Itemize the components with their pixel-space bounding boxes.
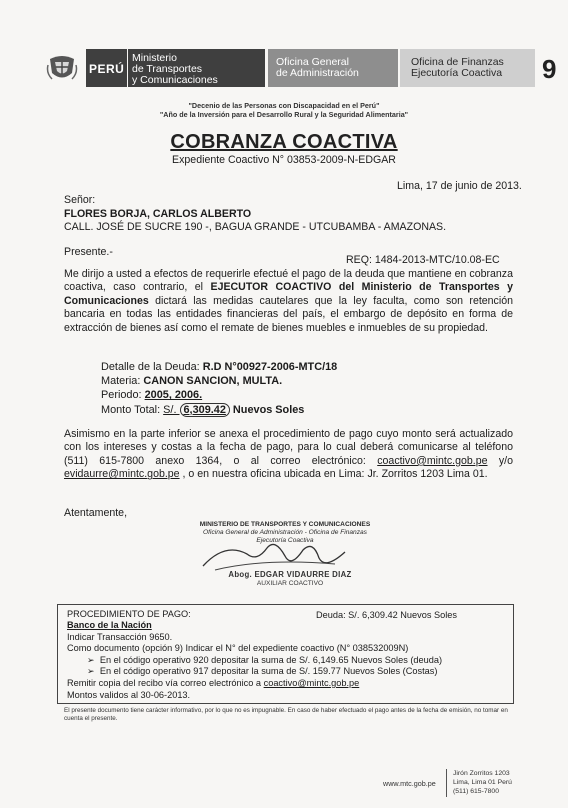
procedure-title: PROCEDIMIENTO DE PAGO: <box>67 609 191 619</box>
email-evidaurre-link[interactable]: evidaurre@mintc.gob.pe <box>64 468 180 481</box>
req-number: REQ: 1484-2013-MTC/10.08-EC <box>346 254 500 266</box>
email-coactivo-link[interactable]: coactivo@mintc.gob.pe <box>377 454 488 467</box>
decenio-slogan: "Decenio de las Personas con Discapacidad en el Perú" <box>188 101 380 110</box>
body2-part2: , o en nuestra oficina ubicada en Lima: Jr. Zorritos 1203 Lima 01. <box>179 468 488 481</box>
recipient-block <box>64 194 446 235</box>
procedure-line-4: Montos validos al 30-06-2013. <box>67 689 191 700</box>
ministry-line-3: y Comunicaciones <box>132 74 218 86</box>
stamp-line-2: Oficina General de Administración - Oficina de Finanzas <box>203 529 367 536</box>
body2-mid: y/o <box>487 454 513 467</box>
detail-monto-value: 6,309.42 <box>180 403 230 417</box>
peru-badge <box>86 49 127 87</box>
procedure-bullet-2: ➢ En el código operativo 917 depositar la suma de S/. 159.77 Nuevos Soles (Costas) <box>87 666 438 677</box>
bank-name: Banco de la Nación <box>67 620 152 630</box>
detail-materia-label: Materia: <box>101 375 144 388</box>
detail-periodo-value: 2005, 2006. <box>144 389 203 402</box>
procedure-line-2: Como documento (opción 9) Indicar el N° del expediente coactivo (N° 038532009N) <box>67 643 409 654</box>
footer-addr-2: Lima, Lima 01 Perú <box>453 779 512 786</box>
detail-monto-label: Monto Total: <box>101 403 164 416</box>
footer-phone: (511) 615-7800 <box>453 788 499 795</box>
body1-bold: EJECUTOR COACTIVO del Ministerio de Transportes y Comunicaciones <box>64 281 513 307</box>
office-finance-line-1: Oficina de Finanzas <box>411 56 504 68</box>
stamp-line-3: Ejecutoría Coactiva <box>256 537 314 544</box>
procedure-deuda: Deuda: S/. 6,309.42 Nuevos Soles <box>316 610 457 620</box>
expediente-number: Expediente Coactivo N° 03853-2009-N-EDGAR <box>172 154 396 166</box>
detail-materia-row <box>101 374 337 388</box>
recipient-address: CALL. JOSÉ DE SUCRE 190 -, BAGUA GRANDE - UTCUBAMBA - AMAZONAS. <box>64 221 447 233</box>
ministry-line-2: de Transportes <box>132 63 203 75</box>
closing: Atentamente, <box>64 507 128 519</box>
signer-block <box>190 570 390 588</box>
body1-part1: Me dirijo a usted a efectos de requerirle efectué el pago de la deuda que mantiene en cobranza coactiva, caso contrario, el <box>64 268 513 294</box>
procedure-line-3: Remitir copia del recibo vía correo electrónico a coactivo@mintc.gob.pe <box>67 677 360 688</box>
procedure-body <box>67 620 507 701</box>
detail-deuda-value: R.D N°00927-2006-MTC/18 <box>202 361 338 373</box>
procedure-line-1: Indicar Transacción 9650. <box>67 631 173 642</box>
detail-periodo-row <box>101 388 337 402</box>
footer-divider <box>446 769 447 797</box>
ministry-line-1: Ministerio <box>132 52 177 64</box>
body2-part1: Asimismo en la parte inferior se anexa el procedimiento de pago cuyo monto será actualizado con los intereses y costas a la fecha de pago, para lo cual deberá comunicarse al teléfono (511) 615-7800 anexo 1364, o al correo electrónico: <box>64 428 513 467</box>
arrow-icon: ➢ <box>87 654 100 665</box>
footer-web-link[interactable]: www.mtc.gob.pe <box>383 779 436 788</box>
peru-label: PERÚ <box>89 62 125 76</box>
salutation: Señor: <box>64 194 96 206</box>
office-finance-box <box>400 49 535 87</box>
signer-role: AUXILIAR COACTIVO <box>256 580 324 587</box>
date-line: Lima, 17 de junio de 2013. <box>397 180 522 192</box>
office-general-box <box>268 49 398 87</box>
detail-monto-currency: S/. <box>163 403 180 416</box>
detail-deuda-row <box>101 360 337 374</box>
body-paragraph-2 <box>64 428 513 482</box>
coat-of-arms-icon <box>46 53 78 83</box>
signer-name: Abog. EDGAR VIDAURRE DIAZ <box>228 570 352 579</box>
arrow-icon: ➢ <box>87 666 100 677</box>
detail-periodo-label: Periodo: <box>101 389 145 402</box>
stamp-line-1: MINISTERIO DE TRANSPORTES Y COMUNICACIONES <box>199 521 371 528</box>
office-general-line-2: de Administración <box>276 67 359 79</box>
procedure-email-link[interactable]: coactivo@mintc.gob.pe <box>263 677 360 688</box>
recipient-name: FLORES BORJA, CARLOS ALBERTO <box>64 207 252 220</box>
office-general-line-1: Oficina General <box>276 56 349 68</box>
document-title: COBRANZA COACTIVA <box>170 131 398 153</box>
presente-line: Presente.- <box>64 246 113 258</box>
body1-part2: dictará las medidas cautelares que la ley faculta, como son retención bancaria en todas las entidades financieras del país, el embargo de depósito en forma de extracción de bienes así como el remate de bienes muebles e inmuebles de su propiedad. <box>64 294 513 334</box>
ministry-box <box>128 49 265 87</box>
page-mark: 9 <box>542 54 557 84</box>
footer-address <box>453 769 512 796</box>
footer-addr-1: Jirón Zorritos 1203 <box>453 770 510 777</box>
body-paragraph-1 <box>64 268 513 335</box>
detail-materia-value: CANON SANCION, MULTA. <box>143 375 283 388</box>
detail-deuda-label: Detalle de la Deuda: <box>101 361 203 373</box>
detail-monto-row <box>101 403 337 417</box>
detail-monto-unit: Nuevos Soles <box>229 403 305 416</box>
footnote: El presente documento tiene carácter informativo, por lo que no es impugnable. En caso de haber efectuado el pago antes de la fecha de emisión, no tomar en cuenta el presente. <box>64 707 508 723</box>
office-finance-line-2: Ejecutoría Coactiva <box>411 67 503 79</box>
procedure-bullet-1: ➢ En el código operativo 920 depositar la suma de S/. 6,149.65 Nuevos Soles (deuda) <box>87 654 443 665</box>
anio-slogan: "Año de la Inversión para el Desarrollo Rural y la Seguridad Alimentaria" <box>159 110 409 119</box>
debt-detail <box>101 360 337 417</box>
